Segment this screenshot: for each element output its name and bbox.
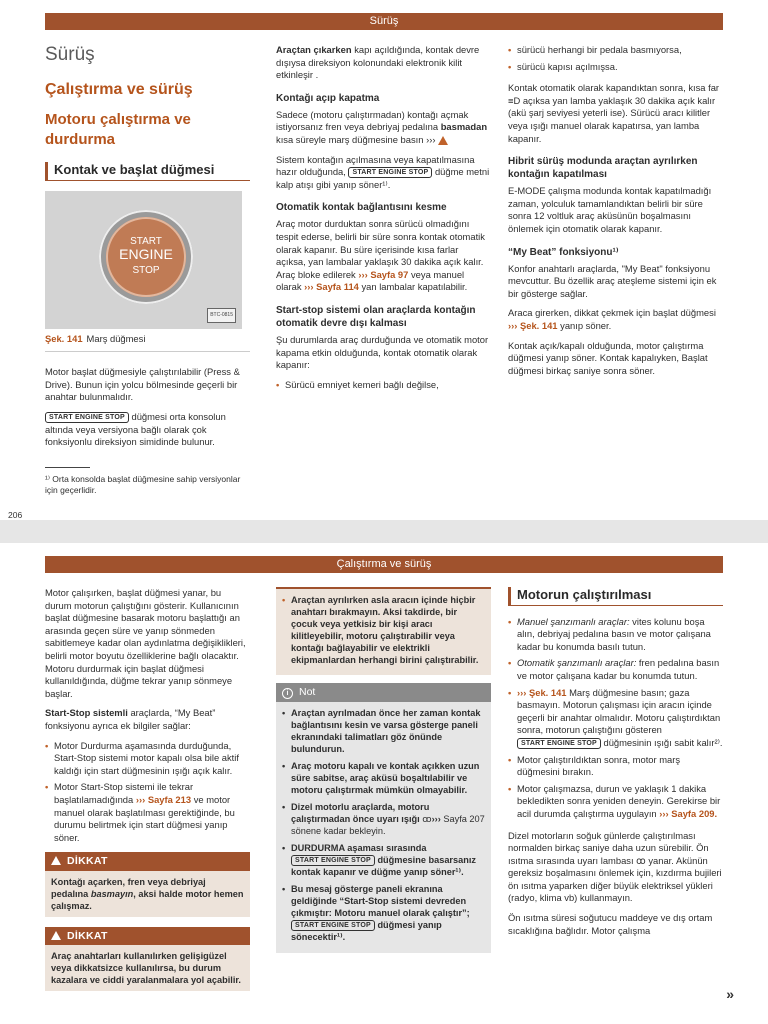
footnote: ¹⁾ Orta konsolda başlat düğmesine sahip versiyonlar için geçerlidir. <box>45 473 241 495</box>
page-link[interactable]: ››› Sayfa 97 <box>358 268 409 280</box>
page-header: Çalıştırma ve sürüş <box>45 556 723 573</box>
subheading: Kontağı açıp kapatma <box>276 92 380 104</box>
paragraph: Start-Stop sistemli araçlarda, “My Beat” fonksiyonu ayrıca ek bilgiler sağlar: <box>45 707 216 731</box>
subheading: Hibrit sürüş modunda araçtan ayrılırken kontağın kapatılması <box>508 156 698 181</box>
warning-heading: DİKKAT <box>67 855 108 868</box>
list-item: • sürücü kapısı açılmışsa. <box>508 60 618 72</box>
start-button-figure <box>45 191 242 329</box>
page2-column-2 <box>276 587 491 953</box>
paragraph: Konfor anahtarlı araçlarda, "My Beat" fonksiyonu mevcuttur. Bu özellik araç ateşleme sistemi için ek bir gösterge sağlar. <box>508 262 717 299</box>
page2-column-3 <box>508 587 723 944</box>
list-item: • Dizel motorlu araçlarda, motoru çalıştırmadan önce uyarı ışığı ꝏ››› Sayfa 207 sönene kadar bekleyin. <box>282 802 485 836</box>
page1-column-1 <box>45 44 250 496</box>
start-engine-stop-key-icon: START ENGINE STOP <box>348 167 432 178</box>
list-item: • ››› Şek. 141 Marş düğmesine basın; gaza basmayın. Motorun çalışması için aracın içinde geçerli bir anahtar olmalıdır. Motoru çalıştırdıktan sonra, motorun çalıştığını gösteren START ENGINE STOP düğmesinin ışığı sabit kalır²⁾. <box>508 686 723 748</box>
warning-text: Araç anahtarları kullanılırken gelişigüzel veya dikkatsizce kullanılırsa, bu durum kazalara ve ciddi yaralanmalara yol açabilir. <box>45 945 250 991</box>
page1-column-2 <box>276 44 490 395</box>
note-body <box>276 702 491 953</box>
list-item: • Araç motoru kapalı ve kontak açıkken uzun süre sabitse, araç aküsü boşaltılabilir ve motoru çalıştırmak mümkün olmayabilir. <box>282 761 480 795</box>
continue-arrow-icon[interactable]: » <box>726 986 734 1002</box>
page2-column-1 <box>45 587 250 1001</box>
figure-link[interactable]: ››› Şek. 141 <box>508 319 558 331</box>
subsection-title: Motoru çalıştırma ve durdurma <box>45 111 191 148</box>
warning-box <box>45 927 250 992</box>
paragraph: Sistem kontağın açılmasına veya kapatılmasına hazır olduğunda, START ENGINE STOP düğme metni kalp atışı gibi yanıp söner¹⁾. <box>276 153 490 190</box>
box-heading: Motorun çalıştırılması <box>508 587 723 606</box>
note-box <box>276 683 491 953</box>
page-link[interactable]: ››› Sayfa 213 <box>135 793 192 805</box>
paragraph: Sadece (motoru çalıştırmadan) kontağı açmak istiyorsanız fren veya debriyaj pedalına basmadan kısa süreyle marş düğmesine basın ››› <box>276 108 488 145</box>
list-item: • DURDURMA aşaması sırasında START ENGINE STOP düğmesine basarsanız kontak kapanır ve düğme yanıp söner¹⁾. <box>282 843 476 878</box>
paragraph: START ENGINE STOP düğmesi orta konsolun altında veya versiyona bağlı olarak çok fonksiyonlu direksiyon simidinde bulunur. <box>45 410 226 448</box>
page-number: 206 <box>8 510 23 520</box>
list-item: • Bu mesaj gösterge paneli ekranına geldiğinde “Start-Stop sistemi devreden çıkmıştır: Motoru manuel olarak çalıştır”; START ENGINE STOP düğmesi yanıp sönecektir¹⁾. <box>282 884 470 943</box>
note-heading: Not <box>299 686 316 698</box>
paragraph: Kontak otomatik olarak kapandıktan sonra, kısa far ≡D açıksa yan lamba yaklaşık 30 dakika açık kalır (akü şarj seviyesi yeterli ise). Sürücü aracı kilitler veya ışığı manuel olarak kapatırsa, yan lamba kapanır. <box>508 82 720 144</box>
start-engine-stop-button-icon: START ENGINE STOP <box>99 210 193 304</box>
manual-page-207 <box>0 543 768 1024</box>
warning-box <box>45 852 250 917</box>
warning-triangle-icon <box>51 931 61 940</box>
warning-triangle-icon <box>51 856 61 865</box>
subheading: Start-stop sistemi olan araçlarda kontağın otomatik devre dışı kalması <box>276 304 476 329</box>
subheading: Otomatik kontak bağlantısını kesme <box>276 202 447 214</box>
figure-code: BTC-0815 <box>207 308 236 323</box>
list-item: • Motor çalıştırıldıktan sonra, motor marş düğmesini bırakın. <box>508 753 681 778</box>
page-link[interactable]: ››› Sayfa 114 <box>304 281 359 293</box>
paragraph: Dizel motorların soğuk günlerde çalıştırılması normalden birkaç saniye daha uzun sürebilir. Ön ısıtma sırasında uyarı lambası ꝏ yanar. Akünün gereksiz boşalmasını önlemek için, kızdırma bujileri ön ısıtma yaparken diğer büyük elektriksel yükleri (radyo, klima vb) kullanmayın. <box>508 829 722 904</box>
paragraph: Ön ısıtma süresi soğutucu maddeye ve dış ortam sıcaklığına bağlıdır. Motor çalışma <box>508 912 713 936</box>
start-engine-stop-key-icon: START ENGINE STOP <box>45 412 129 423</box>
paragraph: Motor çalışırken, başlat düğmesi yanar, bu durum motorun çalıştığını gösterir. Kullanıcının başlat düğmesine basarak motoru başlattığı an arasında geçen süre ve yanıp sönmeden sabitlemeye kadar olan aydınlatma değişiklikleri, belirli motor boyutu özelliklerine bağlı olacaktır. Motoru durdurmak için başlat düğmesi kullanıldığında, düğme tekrar yanıp sönmeye başlar. <box>45 587 246 699</box>
list-item: • Manuel şanzımanlı araçlar: vites kolunu boşa alın, debriyaj pedalına basın ve motor çalışana kadar bu konumda basılı tutun. <box>508 615 711 652</box>
list-item: • Motor Durdurma aşamasında durduğunda, Start-Stop sistemi motor kapalı olsa bile aktif kaldığı için start düğmesinin ışığı açık kalır. <box>45 739 239 776</box>
list-item: • Araçtan ayrılmadan önce her zaman kontak bağlantısını kesin ve varsa gösterge paneli ekranındaki talimatları göz önünde bulundurun. <box>282 708 481 754</box>
figure-link[interactable]: ››› Şek. 141 <box>517 686 567 698</box>
page-link[interactable]: ››› Sayfa 209. <box>659 807 718 819</box>
warning-text: Kontağı açarken, fren veya debriyaj pedalına basmayın, aksi halde motor hemen çalışmaz. <box>45 871 250 917</box>
list-item: • Sürücü emniyet kemeri bağlı değilse, <box>276 378 439 390</box>
start-engine-stop-key-icon: START ENGINE STOP <box>291 920 375 931</box>
list-item: • Motor çalışmazsa, durun ve yaklaşık 1 dakika bekledikten sonra yeniden deneyin. Gerekirse bir acil durumda çalıştırma uygulayın ››› Sayfa 209. <box>508 782 721 819</box>
footnote-divider <box>45 467 90 468</box>
chapter-title: Sürüş <box>45 44 95 65</box>
list-item: • Motor Start-Stop sistemi ile tekrar başlatılamadığında ››› Sayfa 213 ve motor manuel olarak başlatılması gerektiğinde, bu durumu belirtmek için start düğmesi yanıp söner. <box>45 781 235 843</box>
start-engine-stop-key-icon: START ENGINE STOP <box>517 738 601 749</box>
info-icon: i <box>282 688 293 699</box>
paragraph: Şu durumlarda araç durduğunda ve otomatik motor kapama etkin olduğunda, kontak otomatik olarak kapanır: <box>276 333 489 371</box>
paragraph: Araç motor durduktan sonra sürücü olmadığını tespit ederse, belirli bir süre sonra kontak otomatik olarak kapanır. Bu süre içerisinde kısa farlar açıksa, yan lambalar yaklaşık 30 dakika açık kalır. Araç bloke edilerek ››› Sayfa 97 veya manuel olarak ››› Sayfa 114 yan lambalar kapatılabilir. <box>276 218 485 293</box>
figure-caption: Şek. 141 Marş düğmesi <box>45 333 250 353</box>
start-engine-stop-key-icon: START ENGINE STOP <box>291 855 375 866</box>
subheading: “My Beat” fonksiyonu¹⁾ <box>508 246 619 258</box>
section-title: Çalıştırma ve sürüş <box>45 81 193 98</box>
box-heading: Kontak ve başlat düğmesi <box>45 162 250 181</box>
page1-column-3 <box>508 44 723 384</box>
page-header: Sürüş <box>45 13 723 30</box>
warning-heading: DİKKAT <box>67 929 108 942</box>
warning-triangle-icon <box>438 136 448 145</box>
paragraph: Motor başlat düğmesiyle çalıştırılabilir (Press & Drive). Bunun için yolcu bölmesinde geçerli bir anahtar bulunmalıdır. <box>45 366 240 403</box>
warning-continuation: • Araçtan ayrılırken asla aracın içinde hiçbir anahtarı bırakmayın. Aksi takdirde, bir çocuk veya yetkisiz bir kişi aracı kilitleyebilir, motoru çalıştırabilir veya kontağı bağlayabilir ve elektrikli ekipmanlardan herhangi birini çalıştırabilir. <box>276 587 491 675</box>
paragraph: Kontak açık/kapalı olduğunda, motor çalıştırma düğmesi yanıp söner. Kontak kapalıyken, Başlat düğmesi birkaç saniye sonra söner. <box>508 339 708 376</box>
list-item: • sürücü herhangi bir pedala basmıyorsa, <box>508 44 682 55</box>
glow-plug-icon: ꝏ <box>422 814 432 824</box>
figure-ref[interactable]: Şek. 141 <box>45 332 83 344</box>
paragraph: Araçtan çıkarken kapı açıldığında, kontak devre dışıysa direksiyon kolonundaki elektronik kilit etkinleşir . <box>276 44 480 81</box>
list-item: • Otomatik şanzımanlı araçlar: fren pedalına basın ve motor çalışana kadar bu konumda tutun. <box>508 657 720 681</box>
paragraph: Araca girerken, dikkat çekmek için başlat düğmesi ››› Şek. 141 yanıp söner. <box>508 307 716 331</box>
paragraph: E-MODE çalışma modunda kontak kapatılmadığı zaman, yolculuk tamamlandıktan belirli bir süre sonra 12 voltluk araç aküsünün boşalmasını önlemek için otomatik olarak kapanır. <box>508 185 712 234</box>
